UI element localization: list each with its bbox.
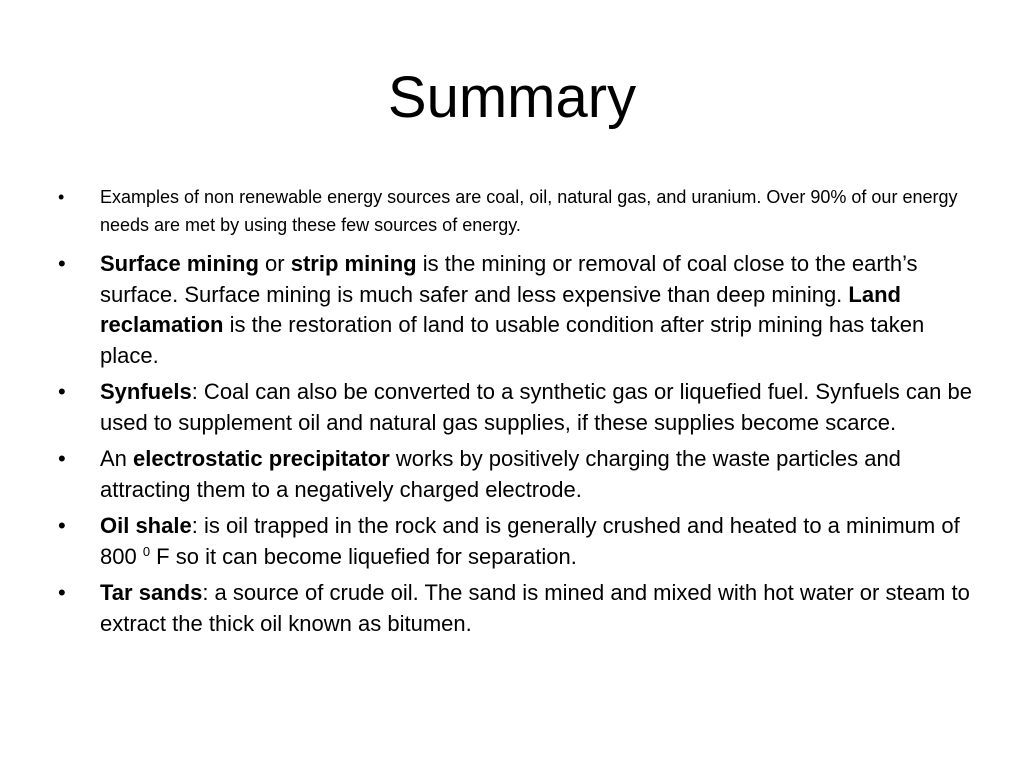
- term-surface-mining: Surface mining: [100, 251, 259, 276]
- bullet-dot: •: [58, 513, 66, 538]
- bullet-text: F so it can become liquefied for separation.: [150, 543, 577, 569]
- term-oil-shale: Oil shale: [100, 513, 192, 538]
- degree-superscript: 0: [142, 543, 151, 559]
- bullet-item-tar-sands: [58, 578, 978, 639]
- bullet-text: Examples of non renewable energy sources are coal, oil, natural gas, and uranium. Over 90% of our energy needs are met by using these few sources of energy.: [100, 187, 958, 235]
- bullet-text: : is oil trapped in the rock and is generally crushed and heated to a minimum of 800: [100, 513, 960, 569]
- bullet-dot: •: [58, 187, 65, 207]
- bullet-item-nonrenewable: [58, 183, 978, 239]
- term-land-reclamation: Land reclamation: [100, 281, 901, 337]
- bullet-item-oil-shale: [58, 511, 978, 572]
- term-synfuels: Synfuels: [100, 379, 192, 404]
- bullet-list: [58, 183, 978, 645]
- bullet-text: An: [100, 446, 134, 471]
- bullet-dot: •: [58, 379, 66, 404]
- bullet-dot: •: [58, 446, 66, 471]
- term-strip-mining: strip mining: [290, 251, 417, 276]
- bullet-dot: •: [58, 251, 66, 276]
- bullet-text: : a source of crude oil. The sand is mined and mixed with hot water or steam to extract the thick oil known as bitumen.: [100, 580, 970, 636]
- bullet-text: is the mining or removal of coal close to the earth’s surface. Surface mining is much safer and less expensive than deep mining.: [100, 251, 918, 307]
- term-tar-sands: Tar sands: [100, 580, 203, 605]
- slide-title: Summary: [387, 65, 637, 130]
- bullet-item-electrostatic-precipitator: [58, 444, 978, 505]
- bullet-text: or: [258, 251, 291, 276]
- bullet-item-surface-mining: [58, 249, 978, 371]
- bullet-dot: •: [58, 580, 66, 605]
- bullet-text: works by positively charging the waste particles and attracting them to a negatively charged electrode.: [100, 446, 901, 502]
- bullet-text: : Coal can also be converted to a synthetic gas or liquefied fuel. Synfuels can be used to supplement oil and natural gas supplies, if these supplies become scarce.: [100, 379, 972, 435]
- term-electrostatic-precipitator: electrostatic precipitator: [133, 446, 390, 471]
- bullet-item-synfuels: [58, 377, 978, 438]
- bullet-text: is the restoration of land to usable condition after strip mining has taken place.: [100, 312, 925, 368]
